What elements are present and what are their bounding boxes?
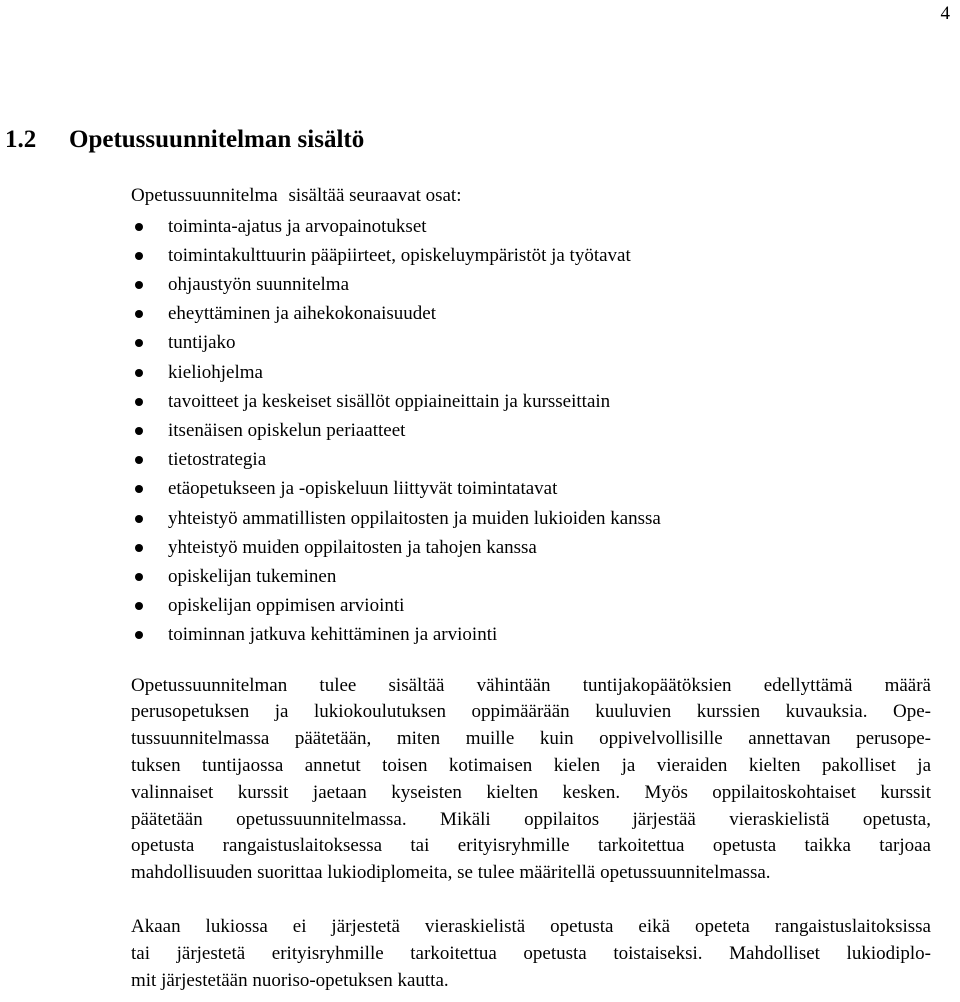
list-item <box>131 241 931 270</box>
list-item-text: etäopetukseen ja -opiskeluun liittyvät toimintatavat <box>168 478 558 500</box>
intro-rest: sisältää seuraavat osat: <box>288 185 462 206</box>
list-item <box>131 445 931 474</box>
list-item <box>131 474 931 503</box>
document-body <box>131 183 931 994</box>
intro-word: Opetussuunnitelma <box>131 185 278 206</box>
bullet-icon <box>135 485 143 493</box>
list-item-text: opiskelijan tukeminen <box>168 566 337 588</box>
page-number: 4 <box>940 3 950 24</box>
list-item <box>131 358 931 387</box>
bullet-icon <box>135 369 143 377</box>
list-item-text: tuntijako <box>168 332 236 354</box>
bullet-icon <box>135 573 143 581</box>
list-item-text: yhteistyö ammatillisten oppilaitosten ja muiden lukioiden kanssa <box>168 507 661 529</box>
list-item <box>131 299 931 328</box>
paragraph-curriculum-content <box>131 673 931 887</box>
list-item-text: ohjaustyön suunnitelma <box>168 274 350 295</box>
section-number: 1.2 <box>5 126 37 153</box>
bullet-icon <box>135 252 143 260</box>
bullet-icon <box>135 631 143 639</box>
paragraph-line: Akaan lukiossa ei järjestetä vieraskielistä opetusta eikä opeteta rangaistuslaitoksissa <box>131 916 931 938</box>
list-item <box>131 416 931 445</box>
list-item <box>131 533 931 562</box>
list-item <box>131 591 931 620</box>
list-item <box>131 270 931 299</box>
paragraph-line: tussuunnitelmassa päätetään, miten muille kuin oppivelvollisille annettavan perusope- <box>131 728 931 750</box>
list-item-text: eheyttäminen ja aihekokonaisuudet <box>168 303 437 325</box>
section-title: Opetussuunnitelman sisältö <box>69 126 365 153</box>
list-item-text: toiminta-ajatus ja arvopainotukset <box>168 215 427 237</box>
section-heading <box>5 122 364 158</box>
bullet-icon <box>135 339 143 347</box>
paragraph-line: tai järjestetä erityisryhmille tarkoitettua opetusta toistaiseksi. Mahdolliset lukiodiplo- <box>131 942 931 964</box>
list-item-text: toiminnan jatkuva kehittäminen ja arviointi <box>168 624 498 646</box>
list-item <box>131 620 931 649</box>
contents-list <box>131 212 931 650</box>
bullet-icon <box>135 223 143 231</box>
list-item <box>131 562 931 591</box>
list-item-text: kieliohjelma <box>168 361 263 383</box>
list-item <box>131 212 931 241</box>
list-item-text: itsenäisen opiskelun periaatteet <box>168 420 406 442</box>
list-item-text: tavoitteet ja keskeiset sisällöt oppiaineittain ja kursseittain <box>168 390 611 412</box>
paragraph-line: tuksen tuntijaossa annetut toisen kotimaisen kielen ja vieraiden kielten pakolliset ja <box>131 755 931 777</box>
bullet-icon <box>135 398 143 406</box>
list-item-text: toimintakulttuurin pääpiirteet, opiskeluympäristöt ja työtavat <box>168 244 631 266</box>
bullet-icon <box>135 456 143 464</box>
paragraph-line: mit järjestetään nuoriso-opetuksen kautta. <box>131 969 449 991</box>
intro-sentence <box>131 183 931 210</box>
paragraph-line: opetusta rangaistuslaitoksessa tai erityisryhmille tarkoitettua opetusta taikka tarjoaa <box>131 835 931 857</box>
list-item <box>131 328 931 357</box>
bullet-icon <box>135 515 143 523</box>
list-item-text: tietostrategia <box>168 449 267 471</box>
paragraph-akaa-school <box>131 914 931 994</box>
paragraph-line: valinnaiset kurssit jaetaan kyseisten kielten kesken. Myös oppilaitoskohtaiset kurssit <box>131 781 931 803</box>
paragraph-line: Opetussuunnitelman tulee sisältää vähintään tuntijakopäätöksien edellyttämä määrä <box>131 674 931 696</box>
bullet-icon <box>135 602 143 610</box>
paragraph-line: päätetään opetussuunnitelmassa. Mikäli oppilaitos järjestää vieraskielistä opetusta, <box>131 808 931 830</box>
paragraph-line: mahdollisuuden suorittaa lukiodiplomeita, se tulee määritellä opetussuunnitelmassa. <box>131 862 771 884</box>
bullet-icon <box>135 281 143 289</box>
paragraph-line: perusopetuksen ja lukiokoulutuksen oppimäärään kuuluvien kurssien kuvauksia. Ope- <box>131 701 931 723</box>
list-item-text: opiskelijan oppimisen arviointi <box>168 595 405 617</box>
bullet-icon <box>135 427 143 435</box>
bullet-icon <box>135 310 143 318</box>
list-item-text: yhteistyö muiden oppilaitosten ja tahojen kanssa <box>168 536 537 558</box>
list-item <box>131 387 931 416</box>
bullet-icon <box>135 544 143 552</box>
list-item <box>131 504 931 533</box>
